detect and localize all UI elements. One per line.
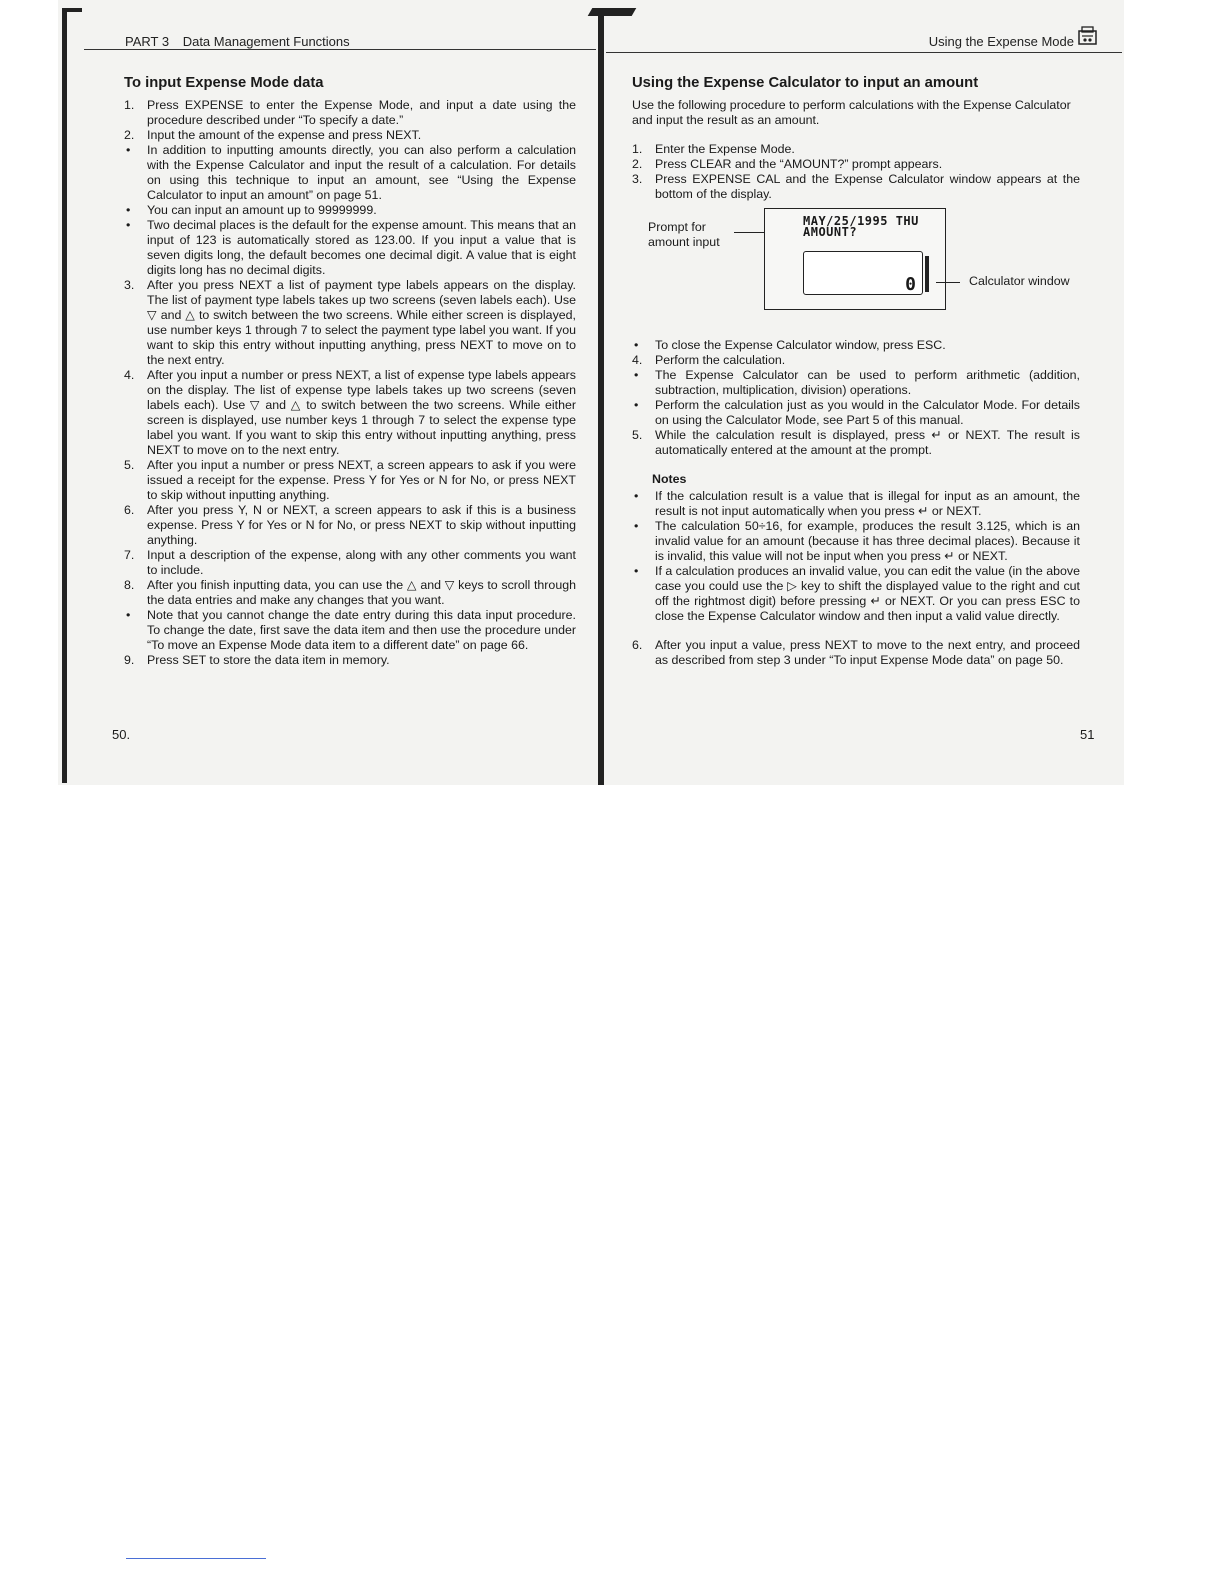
page-number-left: 50. — [112, 727, 131, 742]
list-text: If a calculation produces an invalid value, you can edit the value (in the above case you could use the ▷ key to shift the displayed value to the right and cut off the rightmost digit) before pressing ↵ or NEXT. Or you can press ESC to close the Expense Calculator window and then input a valid value directly. — [655, 564, 1080, 623]
calculator-leader-line — [936, 282, 960, 283]
right-steps-list-b — [632, 338, 1080, 458]
list-item — [124, 458, 576, 503]
prompt-label-line2: amount input — [648, 235, 720, 249]
list-marker: 1. — [124, 98, 135, 112]
list-text: Press EXPENSE to enter the Expense Mode, and input a date using the procedure described under “To specify a date.” — [147, 98, 576, 127]
list-text: Perform the calculation just as you would in the Calculator Mode. For details on using the Calculator Mode, see Part 5 of this manual. — [655, 398, 1080, 427]
list-item — [632, 638, 1080, 668]
list-text: Enter the Expense Mode. — [655, 142, 795, 156]
left-heading: To input Expense Mode data — [124, 75, 324, 91]
list-marker: • — [634, 398, 639, 412]
list-text: The calculation 50÷16, for example, produces the result 3.125, which is an invalid value for an amount (because it has three decimal places). Because it is invalid, this value will not be input when you press ↵ or NEXT. — [655, 519, 1080, 563]
list-item — [124, 143, 576, 203]
footnote-rule — [126, 1558, 266, 1559]
list-text: Perform the calculation. — [655, 353, 786, 367]
lcd-date-line: MAY/25/1995 THU — [803, 214, 919, 228]
list-item — [632, 338, 1080, 353]
list-text: After you input a number or press NEXT, a screen appears to ask if you were issued a receipt for the expense. Press Y for Yes or N for No, or press NEXT to skip without inputting anything. — [147, 458, 576, 502]
list-item — [124, 608, 576, 653]
list-text: After you finish inputting data, you can use the △ and ▽ keys to scroll through the data entries and make any changes that you want. — [147, 578, 576, 607]
list-item — [632, 564, 1080, 624]
right-step-6 — [632, 638, 1080, 668]
list-marker: 6. — [124, 503, 135, 517]
list-marker: 4. — [632, 353, 643, 367]
list-marker: 3. — [124, 278, 135, 292]
list-item — [124, 653, 576, 668]
page-number-right: 51 — [1080, 727, 1095, 742]
list-item — [124, 548, 576, 578]
list-item — [124, 203, 576, 218]
calculator-value: 0 — [905, 274, 916, 295]
list-marker: 5. — [124, 458, 135, 472]
list-marker: • — [634, 338, 639, 352]
binding-edge-left-cap — [62, 8, 82, 12]
list-item — [124, 98, 576, 128]
list-text: After you press Y, N or NEXT, a screen appears to ask if this is a business expense. Press Y for Yes or N for No, or press NEXT to skip without inputting anything. — [147, 503, 576, 547]
left-page — [124, 74, 576, 668]
right-page — [632, 74, 1080, 668]
part-label: PART 3 — [125, 34, 170, 49]
list-text: To close the Expense Calculator window, press ESC. — [655, 338, 946, 352]
list-marker: 4. — [124, 368, 135, 382]
list-text: After you input a number or press NEXT, a list of expense type labels appears on the display. The list of expense type labels takes up two screens (seven labels each). Use ▽ and △ to switch between the two screens. While either screen is displayed, use number keys 1 through 7 to select the expense type label you want. If you want to skip this entry without inputting anything, press NEXT to move on to the next entry. — [147, 368, 576, 457]
list-item — [632, 142, 1080, 157]
list-marker: 2. — [124, 128, 135, 142]
list-marker: 2. — [632, 157, 643, 171]
list-marker: 8. — [124, 578, 135, 592]
display-illustration — [632, 208, 1080, 330]
list-text: Input a description of the expense, along with any other comments you want to include. — [147, 548, 576, 577]
expense-mode-icon — [1077, 25, 1099, 47]
list-text: While the calculation result is displayed, press ↵ or NEXT. The result is automatically entered at the amount at the prompt. — [655, 428, 1080, 457]
right-intro: Use the following procedure to perform calculations with the Expense Calculator and input the result as an amount. — [632, 98, 1071, 127]
list-text: In addition to inputting amounts directly, you can also perform a calculation with the Expense Calculator and input the result of a calculation. For details on using this technique to input an amount, see “Using the Expense Calculator to input an amount” on page 51. — [147, 143, 576, 202]
list-text: The Expense Calculator can be used to perform arithmetic (addition, subtraction, multiplication, division) operations. — [655, 368, 1080, 397]
notes-list — [632, 489, 1080, 624]
list-marker: 7. — [124, 548, 135, 562]
list-marker: 6. — [632, 638, 643, 652]
list-item — [632, 157, 1080, 172]
list-marker: • — [126, 143, 131, 157]
header-rule-left — [84, 49, 596, 50]
list-marker: 9. — [124, 653, 135, 667]
left-steps-list — [124, 98, 576, 668]
prompt-label — [648, 220, 720, 250]
prompt-label-line1: Prompt for — [648, 220, 706, 234]
list-text: Two decimal places is the default for the expense amount. This means that an input of 123 is automatically stored as 123.00. If you input a value that is seven digits long, the default becomes one decimal digit. A value that is eight digits long has no decimal digits. — [147, 218, 576, 277]
list-text: You can input an amount up to 99999999. — [147, 203, 377, 217]
list-marker: 1. — [632, 142, 643, 156]
part-title: Data Management Functions — [182, 34, 350, 49]
list-item — [632, 519, 1080, 564]
running-header-left — [125, 34, 350, 49]
lcd-amount-prompt: AMOUNT? — [803, 225, 858, 239]
notes-heading: Notes — [652, 472, 687, 486]
list-marker: • — [126, 608, 131, 622]
right-steps-list-a — [632, 142, 1080, 202]
lcd-screen — [764, 208, 946, 310]
list-item — [632, 368, 1080, 398]
list-text: If the calculation result is a value that is illegal for input as an amount, the result is not input automatically when you press ↵ or NEXT. — [655, 489, 1080, 518]
calculator-window — [803, 251, 923, 295]
list-marker: • — [634, 564, 639, 578]
list-item — [632, 398, 1080, 428]
list-text: After you input a value, press NEXT to move to the next entry, and proceed as described from step 3 under “To input Expense Mode data” on page 50. — [655, 638, 1080, 667]
list-marker: • — [634, 519, 639, 533]
list-text: Press EXPENSE CAL and the Expense Calculator window appears at the bottom of the display. — [655, 172, 1080, 201]
list-item — [124, 368, 576, 458]
list-item — [124, 218, 576, 278]
list-marker: • — [126, 203, 131, 217]
calculator-window-edge — [925, 256, 929, 292]
calculator-window-label: Calculator window — [969, 274, 1070, 288]
list-text: Note that you cannot change the date entry during this data input procedure. To change the date, first save the data item and then use the procedure under “To move an Expense Mode data item to a different date” on page 66. — [147, 608, 576, 652]
list-marker: • — [634, 368, 639, 382]
list-marker: • — [634, 489, 639, 503]
list-item — [124, 578, 576, 608]
list-marker: • — [126, 218, 131, 232]
list-text: Press CLEAR and the “AMOUNT?” prompt appears. — [655, 157, 943, 171]
list-item — [632, 428, 1080, 458]
running-header-right: Using the Expense Mode — [928, 34, 1074, 49]
list-item — [124, 503, 576, 548]
list-text: After you press NEXT a list of payment type labels appears on the display. The list of payment type labels takes up two screens (seven labels each). Use ▽ and △ to switch between the two screens. While either screen is displayed, use number keys 1 through 7 to select the payment type label you want. If you want to skip this entry without inputting anything, press NEXT to move on to the next entry. — [147, 278, 576, 367]
list-item — [124, 278, 576, 368]
list-item — [632, 353, 1080, 368]
list-text: Input the amount of the expense and press NEXT. — [147, 128, 422, 142]
right-heading: Using the Expense Calculator to input an amount — [632, 75, 979, 91]
center-gutter — [598, 10, 604, 785]
list-marker: 3. — [632, 172, 643, 186]
header-rule-right — [606, 52, 1122, 53]
list-text: Press SET to store the data item in memory. — [147, 653, 390, 667]
list-marker: 5. — [632, 428, 643, 442]
list-item — [124, 128, 576, 143]
binding-edge-left — [62, 8, 67, 783]
center-gutter-cap — [588, 8, 637, 16]
list-item — [632, 489, 1080, 519]
list-item — [632, 172, 1080, 202]
